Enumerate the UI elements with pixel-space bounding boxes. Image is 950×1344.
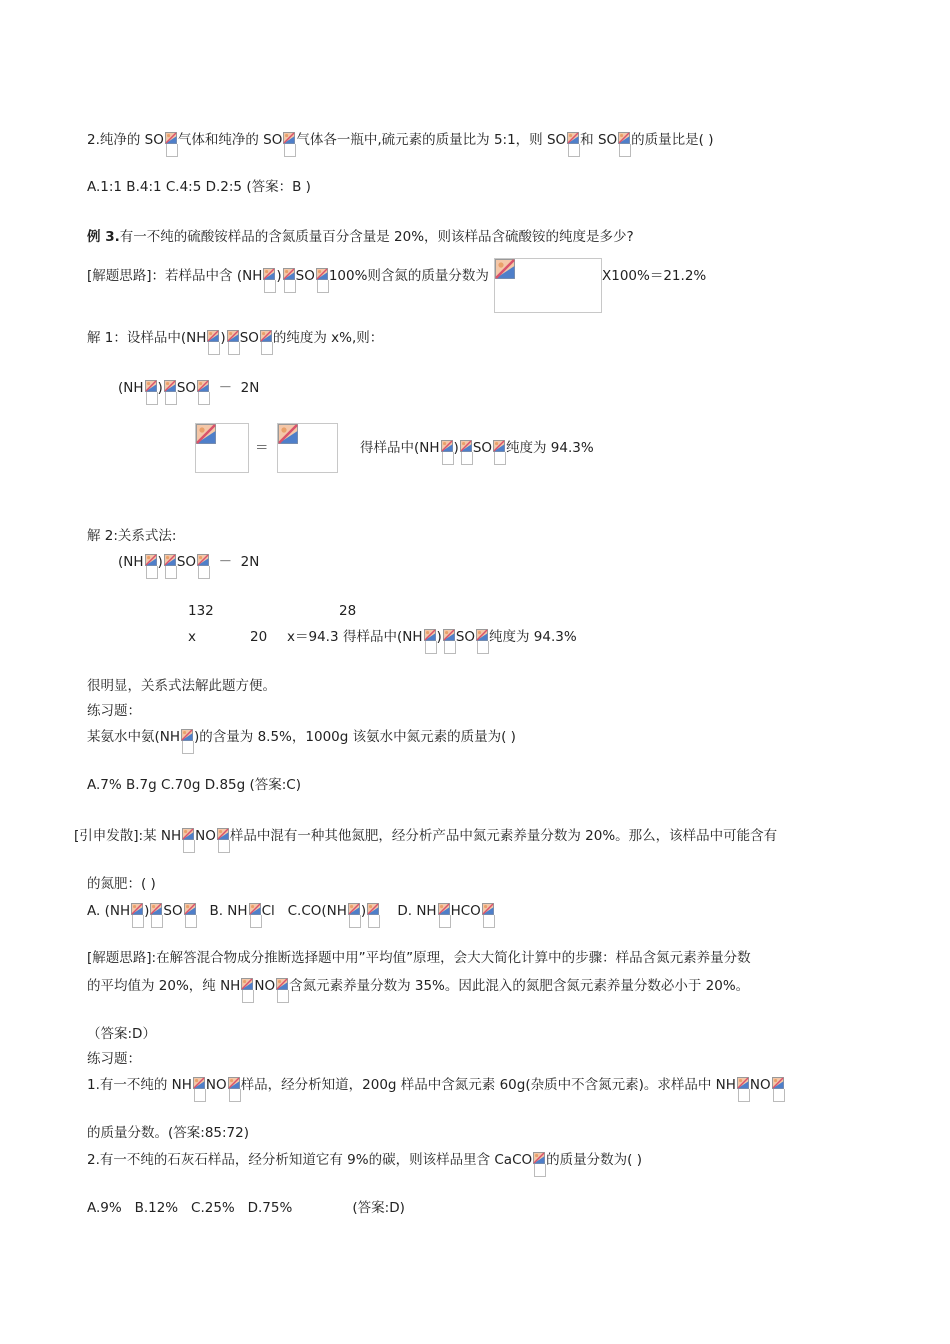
broken-image-icon: [207, 330, 219, 356]
extension-question-end: 的氮肥：( ): [87, 876, 156, 892]
practice-2: 2.有一不纯的石灰石样品，经分析知道它有 9%的碳，则该样品里含 CaCO 的质量分数为( ): [87, 1150, 642, 1178]
broken-image-icon: [772, 1077, 784, 1103]
mass-132: 132: [188, 603, 214, 619]
broken-image-icon: [164, 554, 176, 580]
broken-image-icon: [348, 903, 360, 929]
broken-image-icon: [164, 380, 176, 406]
solution-2-title: 解 2:关系式法:: [87, 528, 177, 544]
broken-image-icon: [150, 903, 162, 929]
result-1: 得样品中(NH ) SO 纯度为 94.3%: [360, 438, 594, 466]
practice-1: 1.有一不纯的 NH NO 样品，经分析知道，200g 样品中含氮元素 60g(杂质中不含氮元素)。求样品中 NH NO: [87, 1075, 785, 1103]
broken-image-icon: [197, 380, 209, 406]
broken-image-icon: [283, 268, 295, 294]
question-2-options: A.1:1 B.4:1 C.4:5 D.2:5 (答案：B ): [87, 179, 311, 195]
extension-question: [引申发散]:某 NH NO 样品中混有一种其他氮肥，经分析产品中氮元素养量分数为 20%。那么，该样品中可能含有: [74, 826, 777, 854]
practice-1-end: 的质量分数。(答案:85:72): [87, 1125, 249, 1141]
broken-image-icon: [367, 903, 379, 929]
broken-image-icon: [476, 629, 488, 655]
ammonia-options: A.7% B.7g C.70g D.85g (答案:C): [87, 777, 301, 793]
broken-image-icon: [196, 424, 216, 444]
broken-image-icon: [145, 380, 157, 406]
broken-image-icon: [276, 978, 288, 1004]
broken-image-icon: [227, 330, 239, 356]
broken-image-icon: [533, 1152, 545, 1178]
practice-heading-1: 练习题：: [87, 703, 141, 719]
broken-image-icon: [737, 1077, 749, 1103]
broken-image-icon: [249, 903, 261, 929]
broken-image-icon: [193, 1077, 205, 1103]
broken-image-icon: [217, 828, 229, 854]
idea-2-line-1: [解题思路]:在解答混合物成分推断选择题中用”平均值”原理，会大大简化计算中的步骤：样品含氮元素养量分数: [87, 950, 751, 966]
solution-1: 解 1：设样品中(NH ) SO 的纯度为 x%,则：: [87, 328, 383, 356]
relation-2: (NH ) SO － 2N: [118, 552, 259, 580]
ammonia-question: 某氨水中氨(NH )的含量为 8.5%，1000g 该氨水中氮元素的质量为( ): [87, 727, 516, 755]
broken-image-icon: [441, 440, 453, 466]
example-3: 例 3.有一不纯的硫酸铵样品的含氮质量百分含量是 20%，则该样品含硫酸铵的纯度是多少?: [87, 229, 634, 245]
broken-image-icon: [316, 268, 328, 294]
answer-d: （答案:D）: [87, 1026, 156, 1042]
broken-image-icon: [278, 424, 298, 444]
practice-2-options: A.9% B.12% C.25% D.75% (答案:D): [87, 1200, 405, 1216]
value-20: 20: [250, 629, 268, 645]
broken-image-icon: [283, 132, 295, 158]
broken-image-icon: [443, 629, 455, 655]
broken-image-icon: [241, 978, 253, 1004]
solution-idea-result: X100%＝21.2%: [602, 268, 707, 284]
broken-image-icon: [482, 903, 494, 929]
broken-image-icon: [493, 440, 505, 466]
question-2: 2.纯净的 SO 气体和纯净的 SO 气体各一瓶中,硫元素的质量比为 5:1，则 SO 和 SO 的质量比是( ): [87, 130, 714, 158]
conclusion: 很明显，关系式法解此题方便。: [87, 678, 276, 694]
broken-image-icon: [424, 629, 436, 655]
broken-image-icon: [260, 330, 272, 356]
broken-image-icon: [182, 828, 194, 854]
formula-image-placeholder: [494, 258, 602, 313]
extension-options: A. (NH ) SO B. NH Cl C.CO(NH ) D. NH HCO: [87, 901, 495, 929]
idea-2-line-2: 的平均值为 20%，纯 NH NO 含氮元素养量分数为 35%。因此混入的氮肥含氮元素养量分数必小于 20%。: [87, 976, 749, 1004]
value-x-result: x＝94.3: [287, 629, 339, 645]
broken-image-icon: [460, 440, 472, 466]
formula-image-placeholder: [277, 423, 338, 473]
broken-image-icon: [181, 729, 193, 755]
broken-image-icon: [438, 903, 450, 929]
broken-image-icon: [495, 259, 515, 279]
broken-image-icon: [567, 132, 579, 158]
result-2: 得样品中(NH ) SO 纯度为 94.3%: [343, 627, 577, 655]
broken-image-icon: [263, 268, 275, 294]
broken-image-icon: [131, 903, 143, 929]
formula-image-placeholder: [195, 423, 249, 473]
broken-image-icon: [618, 132, 630, 158]
equals-sign: ＝: [255, 440, 269, 456]
broken-image-icon: [184, 903, 196, 929]
solution-idea: [解题思路]：若样品中含 (NH ) SO 100%则含氮的质量分数为: [87, 266, 489, 294]
relation-1: (NH ) SO － 2N: [118, 378, 259, 406]
broken-image-icon: [145, 554, 157, 580]
mass-28: 28: [339, 603, 357, 619]
value-x: x: [188, 629, 196, 645]
broken-image-icon: [228, 1077, 240, 1103]
broken-image-icon: [165, 132, 177, 158]
practice-heading-2: 练习题：: [87, 1051, 141, 1067]
broken-image-icon: [197, 554, 209, 580]
